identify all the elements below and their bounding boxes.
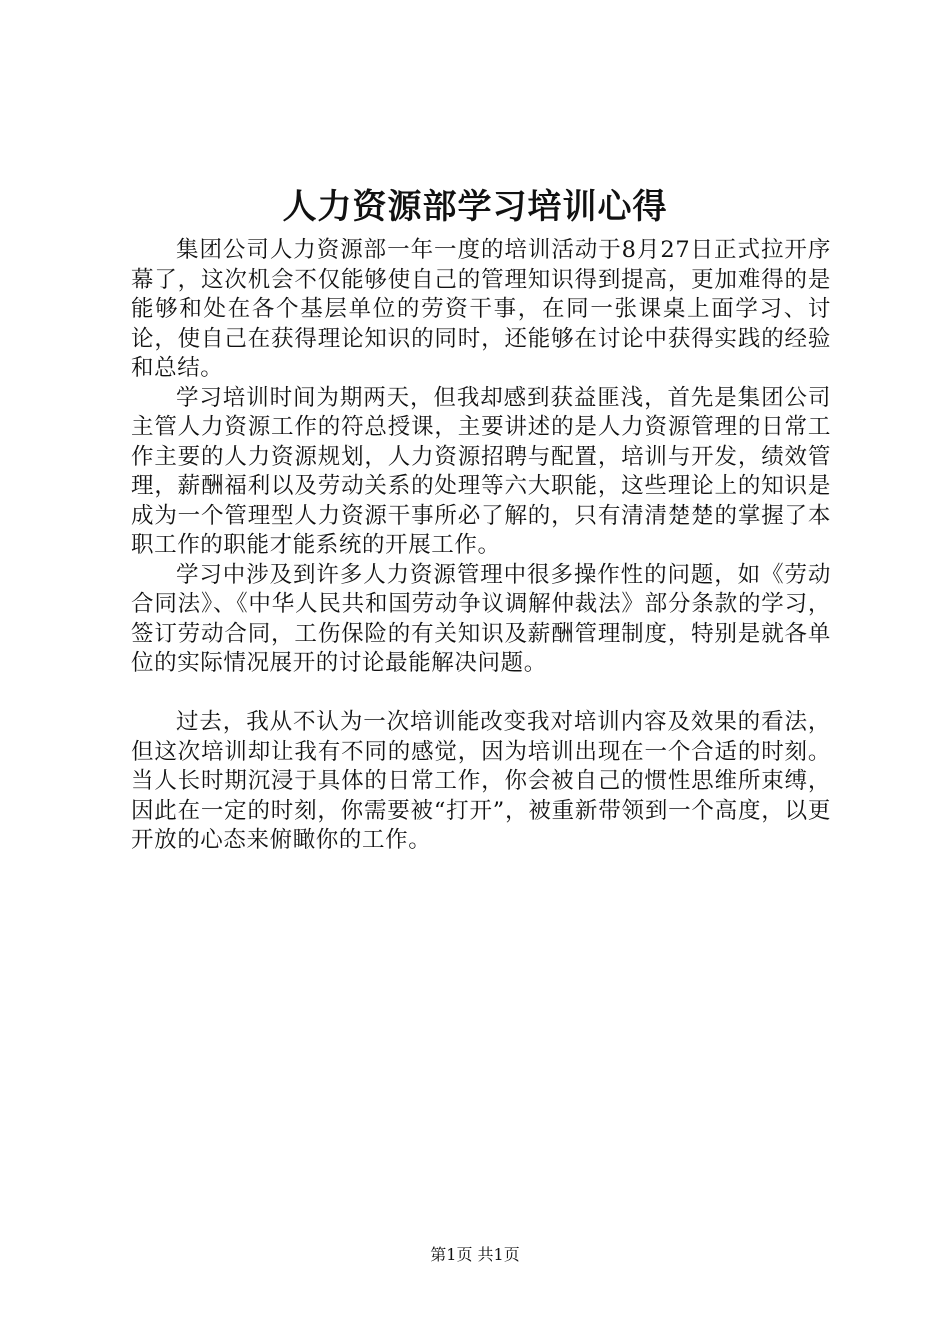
page-footer: 第1页 共1页 [430,1245,520,1264]
paragraph-1: 集团公司人力资源部一年一度的培训活动于8月27日正式拉开序幕了，这次机会不仅能够使自己的管理知识得到提高，更加难得的是能够和处在各个基层单位的劳资干事，在同一张课桌上面学习、讨论，使自己在获得理论知识的同时，还能够在讨论中获得实践的经验和总结。 [131,237,831,381]
paragraph-3: 学习中涉及到许多人力资源管理中很多操作性的问题，如《劳动合同法》、《中华人民共和国劳动争议调解仲裁法》部分条款的学习，签订劳动合同，工伤保险的有关知识及薪酬管理制度，特别是就各单位的实际情况展开的讨论最能解决问题。 [131,561,831,676]
paragraph-4: 过去，我从不认为一次培训能改变我对培训内容及效果的看法，但这次培训却让我有不同的感觉，因为培训出现在一个合适的时刻。当人长时期沉浸于具体的日常工作，你会被自己的惯性思维所束缚，因此在一定的时刻，你需要被“打开”，被重新带领到一个高度，以更开放的心态来俯瞰你的工作。 [131,709,831,853]
document-title: 人力资源部学习培训心得 [282,187,668,227]
document-body [131,236,831,856]
paragraph-2: 学习培训时间为期两天，但我却感到获益匪浅，首先是集团公司主管人力资源工作的符总授课，主要讲述的是人力资源管理的日常工作主要的人力资源规划，人力资源招聘与配置，培训与开发，绩效管理，薪酬福利以及劳动关系的处理等六大职能，这些理论上的知识是成为一个管理型人力资源干事所必了解的，只有清清楚楚的掌握了本职工作的职能才能系统的开展工作。 [131,384,831,558]
